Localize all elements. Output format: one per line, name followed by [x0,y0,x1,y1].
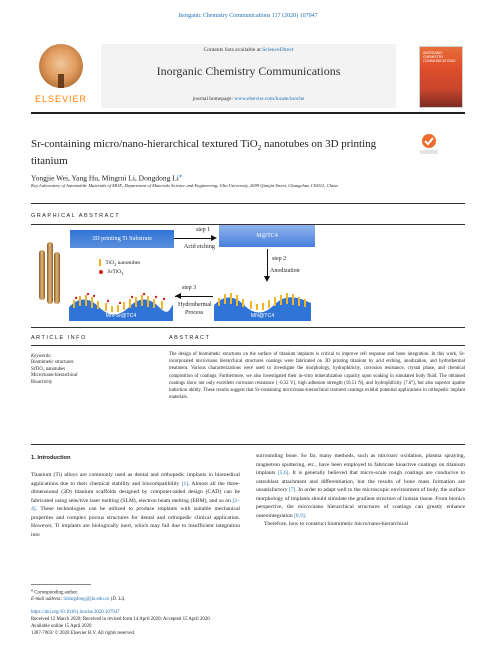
step1-arrow [174,238,214,239]
publication-info [31,609,331,637]
introduction-left-column [31,471,240,539]
intro-p2-b: . It is generally believed that micro-scale rough coatings are conducive to osteoblast attachment and differentiation, but the results of bone mass formation are unsatisfactory [256,470,465,493]
corresponding-line [31,587,281,597]
intro-p2-c: . In order to adapt well to the microscopic environment of body, the surface morphology of implants should simulate the gradient structure of human tissue. From bionics perspective, the micro/nano hierarchical structures of coatings can greatly enhance osseointegration [256,487,465,519]
trunk-icon [58,74,64,88]
introduction-right-column [256,452,465,529]
title-part2: nanotubes on 3D printing titanium [31,138,377,167]
legend-item-srtio3 [99,268,169,277]
step1-arrow-head [211,235,217,241]
scaffold-image [39,242,61,314]
keywords-title: Keywords: [31,354,52,359]
ref-link-8-9[interactable]: [8,9] [294,512,305,519]
keyword-item: Biomimetic structures [31,360,74,366]
intro-p2-a: surrounding bone. So far, many methods, such as microarc oxidation, plasma spraying, magnetron sputtering, etc., have been employed to fabricate bioactive coatings on titanium implants [256,453,465,476]
corresponding-mark[interactable]: ⁎ [178,172,183,179]
step3-description-1: Hydrothermal [178,302,212,308]
email-link[interactable]: lidongdong@jlu.edu.cn [63,597,110,603]
doi-link[interactable]: https://doi.org/10.1016/j.inoche.2020.107947 [31,610,120,615]
available-online: Available online 15 April 2020 [31,624,92,630]
legend-sub-tio2: 2 [114,262,117,268]
homepage-line [101,96,396,102]
intro-p1-a: Titanium (Ti) alloys are commonly used as dental and orthopedic implants in biomedical applications due to their chemical stability and biocompatibility [31,472,240,487]
intro-p2-d: . [304,512,307,519]
legend [99,259,169,277]
footnote-rule [31,584,91,585]
masthead-rule [31,112,465,114]
article-info-heading: ARTICLE INFO [31,335,87,341]
intro-p1-c: . These technologies can be utilized to produce implants with suitable mechanical properties and complex porous structures for dental and orthopedic clinical application. However, Ti implants are biologically inert, which may fail due to insufficient integration into [31,506,240,538]
sciencedirect-link[interactable]: ScienceDirect [262,47,294,53]
left-panel-label: MN-Sr@TC4 [105,313,137,319]
ref-link-2-4[interactable]: [2–4] [31,497,240,512]
step2-description: Anodization [270,268,300,274]
journal-band [101,44,396,108]
homepage-link[interactable]: www.elsevier.com/locate/inoche [234,96,305,102]
ref-link-5-6[interactable]: [5,6] [277,470,289,476]
substrate-box: 3D printing Ti Substrate [70,230,174,248]
cover-title: INORGANIC CHEMISTRY COMMUNICATIONS [423,51,456,64]
corresponding-footnote [31,587,281,604]
email-suffix: (D. Li). [109,597,126,603]
authors-line [31,172,411,183]
abstract-text: The design of biomimetic structures on the surface of titanium implants is critical to improve cell response and bone integration. In this work, Sr-incorporated micro/nano hierarchical structures coatings were fabricated on 3D printing titanium by acid etching, anodization, and hydrothermal treatment. Various characterizations were used to investigate the morphology, hydrophilicity, corrosion resistance, crystal phase, and chemical composition of coatings. Furthermore, we also investigated their in-vitro mineralization capacity upon soaking in simulated body fluid. The obtained coatings show not only excellent corrosion resistance (−0.32 V), high adhesion strength (10.51 N), and hydrophilicity (7.6°), but also superior apatite induction ability. These results suggest that Sr-containing micro/nano-hierarchical textured coatings exhibit potential applications in orthopedic implant materials. [169,352,465,401]
ref-link-7[interactable]: [7] [288,487,296,493]
graphical-abstract-heading: GRAPHICAL ABSTRACT [31,213,121,219]
keyword-item: Bioactivity [31,379,53,385]
intro-p3: Therefore, how to construct biomimetic micro/nano-hierarchical [264,521,409,527]
legend-tail-tio2: nanotubes [116,260,141,266]
legend-label-tio2: TiO [105,260,115,266]
step1-label: step 1 [196,227,211,233]
tio2-legend-icon [99,259,101,266]
step2-arrow-head [264,276,270,282]
check-updates-icon [418,133,440,157]
authors: Yongjie Wei, Yang Hu, Mingrui Li, Dongdong Li [31,173,179,183]
rod-icon-1 [39,250,45,300]
corresponding-footnote-mark: ⁎ [31,587,34,592]
keyword-item: Micro/nano-hierarchical [31,373,78,379]
journal-reference[interactable]: Inorganic Chemistry Communications 117 (2020) 107947 [178,13,318,19]
contents-line [101,47,396,53]
srtio3-legend-icon [99,270,103,274]
copyright: 1387-7003/ © 2020 Elsevier B.V. All rights reserved. [31,631,136,637]
received-dates: Received 12 March 2020; Received in revised form 14 April 2020; Accepted 15 April 2020 [31,617,210,623]
email-line [31,597,281,604]
intro-p1-b: . Almost all the three-dimensional (3D) titanium scaffolds designed by computer-aided design (CAD) can be fabricated using selective laser melting (SLM), electron beam melting (EBM), and so on [31,480,240,504]
elsevier-logo[interactable] [31,40,91,106]
rod-icon-3 [54,252,60,304]
publisher-name: ELSEVIER [34,94,88,104]
abstract-rule [31,345,465,346]
step3-arrow-head [175,293,181,299]
title-part1: Sr-containing micro/nano-hierarchical textured TiO [31,138,258,150]
m-at-tc4-box: M@TC4 [219,225,315,247]
introduction-heading: 1. Introduction [31,455,71,461]
rod-icon-2 [47,242,53,304]
abstract-heading: ABSTRACT [169,335,211,341]
mn-at-tc4-panel [214,287,311,321]
journal-masthead [31,40,465,113]
right-panel-label: MN@TC4 [250,313,275,319]
homepage-prefix: journal homepage: [192,96,235,102]
email-label: E-mail address: [31,597,64,603]
step3-label: step 3 [182,285,197,291]
step1-description: Acid etching [184,244,215,250]
legend-label-srtio3: SrTiO [107,269,122,276]
ref-link-1[interactable]: [1] [181,480,189,487]
abstract-bottom-rule [31,444,465,445]
legend-sub-srtio3: 3 [121,271,124,277]
keyword-item: SrTiO₃ nanotubes [31,366,66,372]
keywords [31,354,141,386]
title-subscript: 2 [257,144,262,153]
step2-label: step 2 [272,256,287,262]
legend-item-tio2 [99,259,169,268]
step2-arrow [267,249,268,276]
article-title [31,137,401,168]
contents-prefix: Contents lists available at [203,47,263,53]
mn-sr-at-tc4-panel [69,289,173,321]
section-rule-top [31,203,465,204]
affiliation: Key Laboratory of Automobile Materials of MOE, Department of Materials Science and Engineering, Jilin University, 2699 Qianjin Street, Changchun 130012, China [31,183,338,188]
journal-cover[interactable] [419,46,463,108]
step3-description-2: Process [185,310,204,316]
journal-name: Inorganic Chemistry Communications [156,64,341,78]
graphical-rule-bottom [31,327,465,328]
check-for-updates-button[interactable] [418,133,440,157]
corresponding-author: Corresponding author. [33,590,79,596]
graphical-abstract [31,207,465,327]
